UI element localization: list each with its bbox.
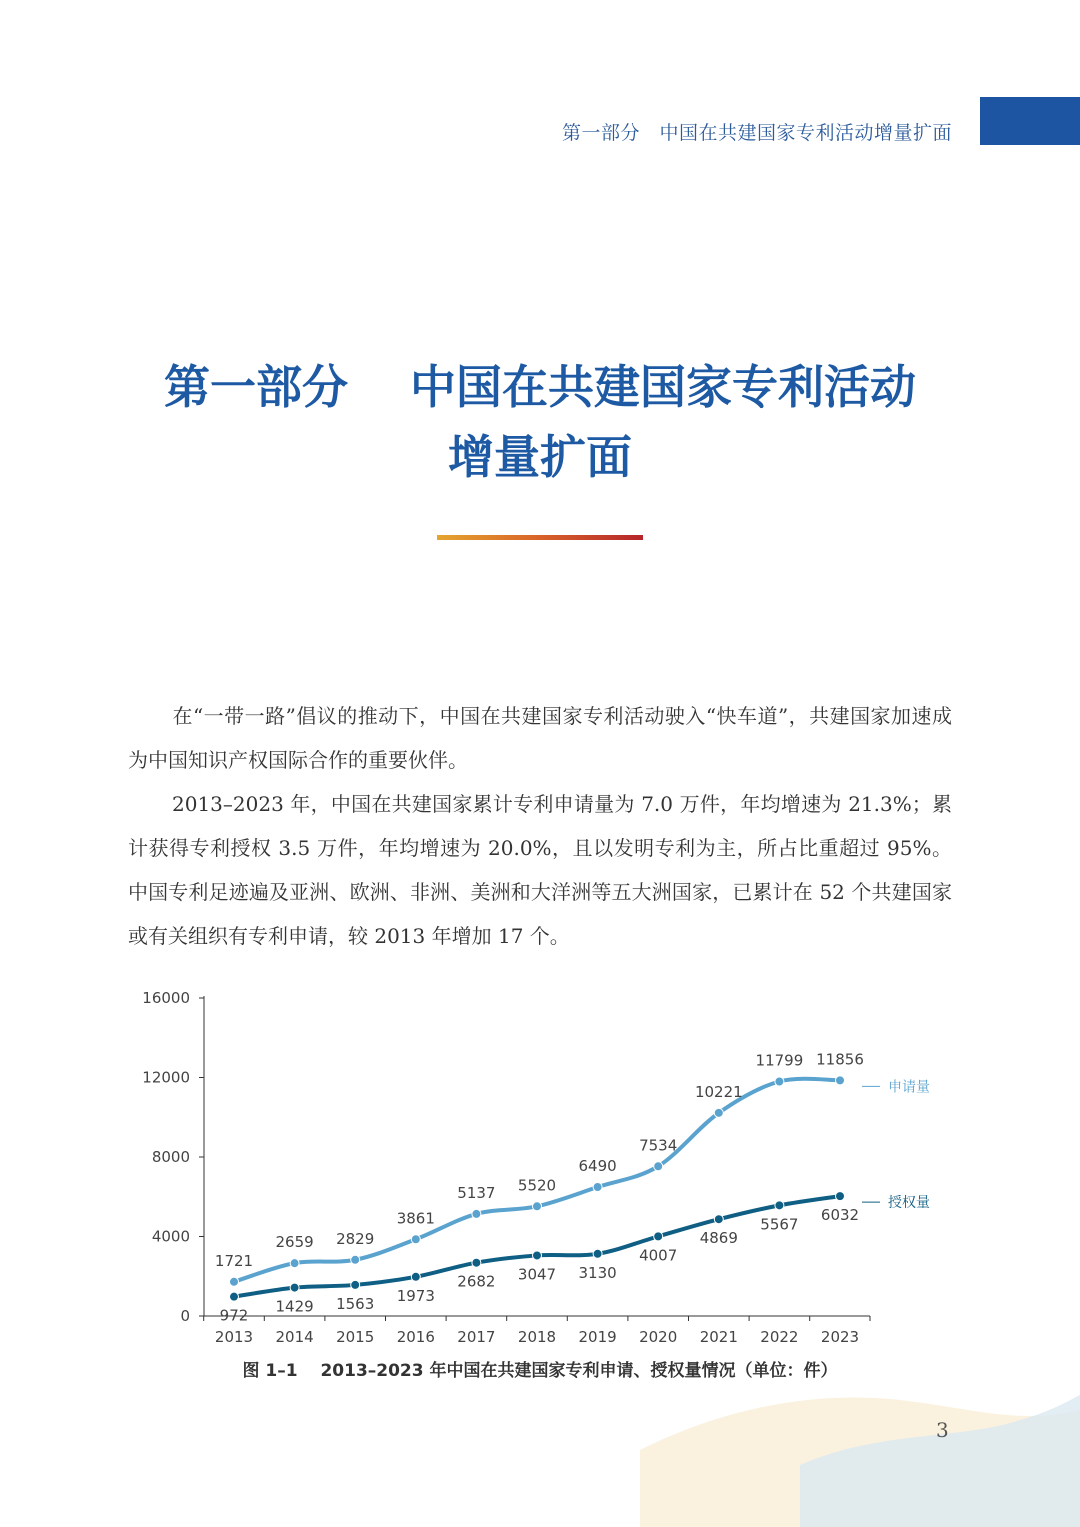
x-tick-label: 2016 [396,1328,435,1346]
data-label: 4869 [699,1229,738,1248]
x-tick-label: 2013 [214,1328,254,1346]
x-tick-label: 2022 [760,1328,799,1346]
body-paragraph-2-text: 2013–2023 年，中国在共建国家累计专利申请量为 7.0 万件，年均增速为 21.3%；累计获得专利授权 3.5 万件，年均增速为 20.0%，且以发明专利为主，所占比重超过 95%。中国专利足迹遍及亚洲、欧洲、非洲、美洲和大洋洲等五大洲国家，已累计在 52 个共建国家或有关组织有专利申请，较 2013 年增加 17 个。 [128,792,952,948]
data-label: 6490 [578,1157,617,1176]
x-tick-label: 2015 [336,1328,375,1346]
data-label: 5520 [517,1176,557,1195]
data-point [836,1192,845,1201]
x-tick-label: 2020 [639,1328,678,1346]
data-label: 1721 [214,1251,254,1270]
data-label: 6032 [820,1206,860,1225]
legend-label: 授权量 [888,1195,930,1212]
data-point [714,1108,723,1117]
data-point [351,1280,360,1289]
decorative-wave [640,1370,1080,1527]
running-header-title: 第一部分 中国在共建国家专利活动增量扩面 [561,122,952,144]
data-point [593,1183,602,1192]
data-label: 5567 [760,1215,799,1234]
section-title [0,352,1080,492]
data-point [533,1202,542,1211]
data-label: 2682 [457,1272,496,1291]
data-label: 1563 [336,1294,375,1313]
data-label: 2829 [336,1229,375,1248]
x-tick-label: 2021 [699,1328,738,1346]
data-point [230,1292,239,1301]
data-point [654,1232,663,1241]
x-tick-label: 2017 [457,1328,496,1346]
body-paragraph-2 [128,782,952,958]
body-paragraph-1 [128,694,952,782]
data-label: 972 [219,1306,249,1325]
x-tick-label: 2018 [517,1328,557,1346]
data-label: 3130 [578,1263,617,1282]
x-tick-label: 2023 [820,1328,860,1346]
page-number: 3 [936,1418,949,1442]
patent-line-chart [130,982,950,1354]
section-title-line-1: 第一部分 中国在共建国家专利活动 [163,360,916,414]
data-label: 11799 [755,1051,804,1070]
data-point [472,1258,481,1267]
legend-label: 申请量 [888,1079,930,1096]
y-tick-label: 12000 [142,1068,190,1087]
y-tick-label: 16000 [142,989,190,1007]
data-point [290,1283,299,1292]
data-label: 1973 [396,1286,435,1305]
data-label: 3047 [517,1265,557,1284]
y-tick-label: 0 [180,1307,190,1325]
data-point [290,1259,299,1268]
body-paragraph-1-text: 在“一带一路”倡议的推动下，中国在共建国家专利活动驶入“快车道”，共建国家加速成为中国知识产权国际合作的重要伙伴。 [128,704,952,772]
x-tick-label: 2019 [578,1328,617,1346]
data-point [411,1272,420,1281]
data-label: 3861 [396,1209,435,1228]
data-label: 1429 [275,1297,314,1316]
data-point [351,1255,360,1264]
data-point [411,1235,420,1244]
data-label: 2659 [275,1233,314,1252]
data-label: 11856 [816,1050,864,1069]
title-divider [437,535,643,540]
x-tick-label: 2014 [275,1328,314,1346]
y-tick-label: 8000 [151,1148,190,1166]
y-tick-label: 4000 [151,1227,190,1246]
data-point [533,1251,542,1260]
header-color-block [980,97,1080,145]
data-label: 5137 [457,1183,496,1202]
data-label: 10221 [694,1082,743,1101]
data-point [593,1249,602,1258]
data-point [775,1201,784,1210]
data-label: 7534 [639,1136,678,1155]
section-title-line-2: 增量扩面 [448,430,632,484]
figure-caption: 图 1–1 2013–2023 年中国在共建国家专利申请、授权量情况（单位：件） [242,1361,838,1381]
data-point [836,1076,845,1085]
data-point [230,1277,239,1286]
data-point [654,1162,663,1171]
data-point [775,1077,784,1086]
data-point [714,1215,723,1224]
data-point [472,1209,481,1218]
data-label: 4007 [639,1246,678,1265]
